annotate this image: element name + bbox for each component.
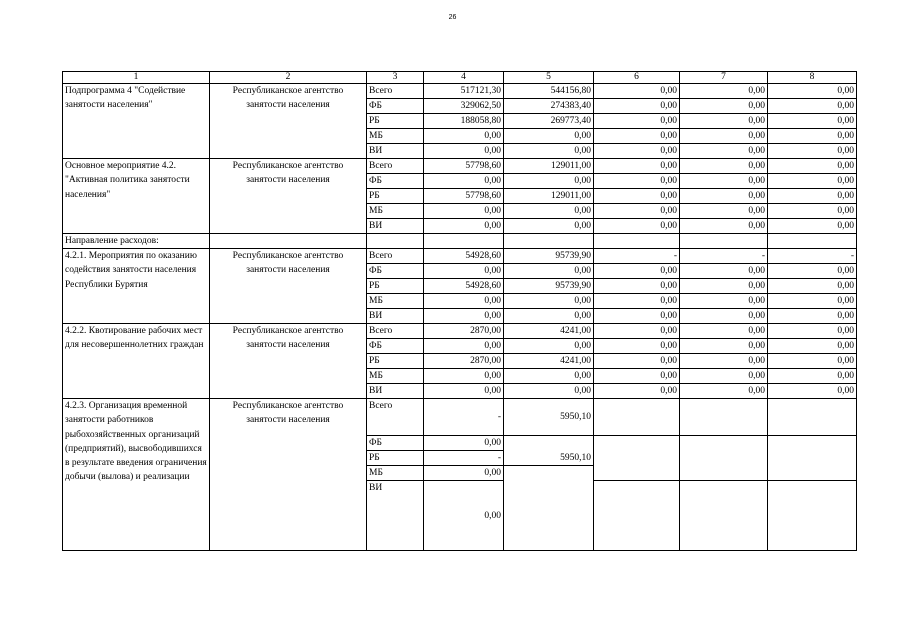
amount-cell: 0,00	[424, 309, 504, 324]
amount-cell: 0,00	[424, 204, 504, 219]
amount-cell: 4241,00	[504, 324, 594, 339]
empty-cell	[768, 399, 857, 436]
amount-cell: 0,00	[594, 219, 680, 234]
amount-cell: 0,00	[594, 384, 680, 399]
amount-cell: 0,00	[768, 279, 857, 294]
measure-name: 4.2.2. Квотирование рабочих мест для несовершеннолетних граждан	[63, 324, 210, 399]
amount-cell: 0,00	[424, 384, 504, 399]
amount-cell: -	[424, 451, 504, 466]
amount-cell: 0,00	[594, 99, 680, 114]
amount-cell: 274383,40	[504, 99, 594, 114]
amount-cell: 0,00	[680, 264, 768, 279]
funding-source: ВИ	[367, 219, 424, 234]
empty-cell	[424, 234, 504, 249]
amount-cell: 0,00	[424, 129, 504, 144]
measure-name: Основное мероприятие 4.2. "Активная политика занятости населения"	[63, 159, 210, 234]
column-number: 3	[367, 72, 424, 84]
table-row	[63, 249, 857, 264]
funding-source: ВИ	[367, 144, 424, 159]
amount-cell: 0,00	[594, 204, 680, 219]
amount-cell: 57798,60	[424, 159, 504, 174]
amount-cell: 0,00	[504, 204, 594, 219]
amount-cell: 0,00	[680, 189, 768, 204]
amount-cell: 0,00	[768, 384, 857, 399]
measure-name: Подпрограмма 4 "Содействие занятости населения"	[63, 84, 210, 159]
amount-cell: 0,00	[424, 339, 504, 354]
amount-cell: 0,00	[680, 369, 768, 384]
amount-cell: 0,00	[768, 114, 857, 129]
funding-source: МБ	[367, 369, 424, 384]
amount-cell: 0,00	[424, 436, 504, 451]
funding-source: Всего	[367, 324, 424, 339]
amount-cell: 0,00	[768, 324, 857, 339]
empty-cell	[504, 234, 594, 249]
amount-cell: 0,00	[594, 309, 680, 324]
empty-cell	[680, 399, 768, 436]
empty-cell	[367, 234, 424, 249]
amount-cell: 0,00	[424, 294, 504, 309]
amount-cell: 544156,80	[504, 84, 594, 99]
expense-direction-label: Направление расходов:	[63, 234, 210, 249]
page-number: 26	[448, 14, 457, 21]
amount-cell: -	[594, 249, 680, 264]
empty-cell	[680, 436, 768, 481]
funding-source: РБ	[367, 279, 424, 294]
empty-cell	[210, 234, 367, 249]
executor-name: Республиканское агентство занятости населения	[210, 249, 367, 324]
amount-cell: 517121,30	[424, 84, 504, 99]
empty-cell	[768, 234, 857, 249]
amount-cell: 0,00	[594, 174, 680, 189]
amount-cell: 0,00	[594, 324, 680, 339]
empty-cell	[768, 436, 857, 481]
amount-cell: 2870,00	[424, 354, 504, 369]
amount-cell: 0,00	[594, 294, 680, 309]
amount-cell: 0,00	[768, 219, 857, 234]
amount-cell: 0,00	[680, 174, 768, 189]
amount-cell: 0,00	[680, 384, 768, 399]
executor-name: Республиканское агентство занятости населения	[210, 159, 367, 234]
budget-table	[62, 71, 857, 551]
amount-cell: 188058,80	[424, 114, 504, 129]
amount-cell: 54928,60	[424, 249, 504, 264]
amount-cell: 0,00	[504, 309, 594, 324]
funding-source: Всего	[367, 399, 424, 436]
amount-cell: 0,00	[504, 174, 594, 189]
amount-cell: 95739,90	[504, 249, 594, 264]
amount-cell: 4241,00	[504, 354, 594, 369]
amount-cell: 0,00	[768, 144, 857, 159]
amount-cell: 0,00	[504, 264, 594, 279]
amount-cell: 0,00	[594, 159, 680, 174]
amount-cell: -	[680, 249, 768, 264]
funding-source: ВИ	[367, 481, 424, 551]
amount-cell: 0,00	[594, 129, 680, 144]
amount-cell: 0,00	[424, 264, 504, 279]
amount-cell: 0,00	[594, 279, 680, 294]
amount-cell: 0,00	[768, 294, 857, 309]
executor-name: Республиканское агентство занятости населения	[210, 324, 367, 399]
amount-cell: 0,00	[680, 324, 768, 339]
column-number: 5	[504, 72, 594, 84]
amount-cell: 54928,60	[424, 279, 504, 294]
executor-name: Республиканское агентство занятости населения	[210, 84, 367, 159]
amount-cell: 0,00	[594, 114, 680, 129]
empty-cell	[680, 481, 768, 551]
amount-cell: 0,00	[680, 354, 768, 369]
column-number: 2	[210, 72, 367, 84]
amount-cell: 0,00	[768, 174, 857, 189]
amount-cell: 0,00	[424, 466, 504, 481]
column-number: 4	[424, 72, 504, 84]
amount-cell: 0,00	[594, 189, 680, 204]
amount-cell: 0,00	[504, 219, 594, 234]
amount-cell: 0,00	[424, 174, 504, 189]
amount-cell: 0,00	[504, 384, 594, 399]
funding-source: РБ	[367, 114, 424, 129]
column-number: 8	[768, 72, 857, 84]
amount-cell: 0,00	[768, 339, 857, 354]
amount-cell: 0,00	[504, 129, 594, 144]
amount-cell: 0,00	[594, 264, 680, 279]
funding-source: Всего	[367, 159, 424, 174]
amount-cell: 0,00	[680, 84, 768, 99]
empty-cell	[594, 436, 680, 481]
amount-cell: 0,00	[504, 369, 594, 384]
empty-cell	[504, 466, 594, 551]
amount-cell: 0,00	[768, 309, 857, 324]
funding-source: Всего	[367, 249, 424, 264]
funding-source: МБ	[367, 466, 424, 481]
amount-cell: 0,00	[680, 219, 768, 234]
column-number: 1	[63, 72, 210, 84]
funding-source: РБ	[367, 451, 424, 466]
amount-cell: 0,00	[680, 204, 768, 219]
section-row	[63, 234, 857, 249]
table-body	[63, 72, 857, 551]
amount-cell: 0,00	[504, 144, 594, 159]
table-row	[63, 324, 857, 339]
measure-name: 4.2.3. Организация временной занятости работников рыбохозяйственных организаций (предприятий), высвободившихся в результате введения ограничения добычи (вылова) и реализации	[63, 399, 210, 551]
amount-cell: -	[424, 399, 504, 436]
amount-cell: 5950,10	[504, 436, 594, 466]
amount-cell: 0,00	[680, 129, 768, 144]
table-row	[63, 159, 857, 174]
amount-cell: 0,00	[680, 144, 768, 159]
amount-cell: 0,00	[594, 354, 680, 369]
amount-cell: 57798,60	[424, 189, 504, 204]
funding-source: ФБ	[367, 339, 424, 354]
amount-cell: 0,00	[594, 84, 680, 99]
empty-cell	[768, 481, 857, 551]
amount-cell: 0,00	[680, 309, 768, 324]
amount-cell: 329062,50	[424, 99, 504, 114]
funding-source: ВИ	[367, 384, 424, 399]
amount-cell: 0,00	[680, 294, 768, 309]
amount-cell: 0,00	[594, 144, 680, 159]
amount-cell: 0,00	[504, 294, 594, 309]
amount-cell: 0,00	[424, 219, 504, 234]
amount-cell: 0,00	[680, 159, 768, 174]
amount-cell: 0,00	[594, 369, 680, 384]
funding-source: ФБ	[367, 436, 424, 451]
amount-cell: 0,00	[680, 339, 768, 354]
column-number-row	[63, 72, 857, 84]
column-number: 6	[594, 72, 680, 84]
amount-cell: 0,00	[768, 354, 857, 369]
executor-name: Республиканское агентство занятости населения	[210, 399, 367, 551]
amount-cell: 0,00	[768, 204, 857, 219]
amount-cell: 0,00	[768, 264, 857, 279]
amount-cell: 2870,00	[424, 324, 504, 339]
amount-cell: 0,00	[424, 369, 504, 384]
amount-cell: 129011,00	[504, 189, 594, 204]
amount-cell: 0,00	[768, 99, 857, 114]
funding-source: ФБ	[367, 174, 424, 189]
amount-cell: -	[768, 249, 857, 264]
amount-cell: 5950,10	[504, 399, 594, 436]
amount-cell: 95739,90	[504, 279, 594, 294]
table-row	[63, 399, 857, 436]
amount-cell: 0,00	[504, 339, 594, 354]
empty-cell	[594, 234, 680, 249]
amount-cell: 269773,40	[504, 114, 594, 129]
amount-cell: 0,00	[768, 189, 857, 204]
funding-source: Всего	[367, 84, 424, 99]
amount-cell: 0,00	[768, 84, 857, 99]
empty-cell	[594, 481, 680, 551]
amount-cell: 0,00	[680, 114, 768, 129]
amount-cell: 0,00	[768, 159, 857, 174]
amount-cell: 0,00	[768, 129, 857, 144]
column-number: 7	[680, 72, 768, 84]
funding-source: ФБ	[367, 264, 424, 279]
funding-source: ФБ	[367, 99, 424, 114]
amount-cell: 0,00	[680, 279, 768, 294]
measure-name: 4.2.1. Мероприятия по оказанию содействия занятости населения Республики Бурятия	[63, 249, 210, 324]
funding-source: МБ	[367, 204, 424, 219]
empty-cell	[594, 399, 680, 436]
funding-source: ВИ	[367, 309, 424, 324]
amount-cell: 0,00	[680, 99, 768, 114]
funding-source: РБ	[367, 189, 424, 204]
amount-cell: 0,00	[424, 144, 504, 159]
table-row	[63, 84, 857, 99]
empty-cell	[680, 234, 768, 249]
funding-source: МБ	[367, 129, 424, 144]
amount-cell: 0,00	[768, 369, 857, 384]
funding-source: РБ	[367, 354, 424, 369]
amount-cell: 129011,00	[504, 159, 594, 174]
amount-cell: 0,00	[424, 481, 504, 551]
amount-cell: 0,00	[594, 339, 680, 354]
funding-source: МБ	[367, 294, 424, 309]
